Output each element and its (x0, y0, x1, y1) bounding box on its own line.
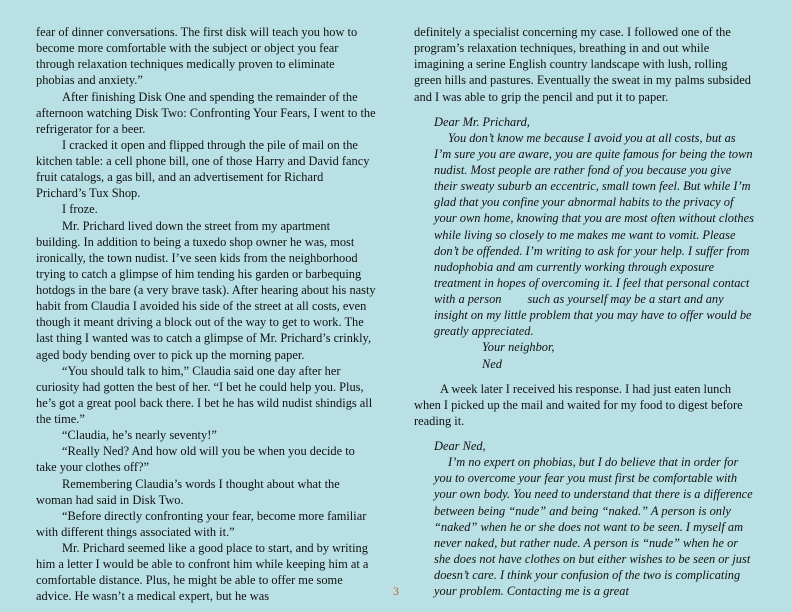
paragraph: A week later I received his response. I had just eaten lunch when I picked up the mail and waited for my food to digest before reading it. (414, 381, 743, 428)
letter-body (434, 130, 754, 340)
paragraph: Mr. Prichard lived down the street from my apartment building. In addition to being a tuxedo shop owner he was, most ironically, the town nudist. I’ve seen kids from the neighborhood trying to catch a glimpse of him tending his garden or barbequing hotdogs in the bare (a very brave task). After hearing about his nasty habit from Claudia I avoided his side of the street at all costs, even though it meant driving a block out of the way to get to work. The last thing I wanted was to catch a glimpse of Mr. Prichard’s crinkly, aged body bending over to pick up the morning paper. (36, 218, 376, 362)
letter-body-continued: such as yourself may be a start and any insight on my little problem that you may have to offer would be greatly appreciated. (434, 292, 752, 339)
two-column-layout (36, 24, 756, 604)
page-number: 3 (393, 586, 399, 598)
paragraph: definitely a specialist concerning my case. I followed one of the program’s relaxation techniques, breathing in and out while imagining a serine English country landscape with lush, rolling green hills and pastures. Eventually the sweat in my palms subsided and I was able to grip the pencil and put it to paper. (414, 25, 751, 104)
paragraph: I froze. (62, 202, 98, 217)
letter-body: I’m no expert on phobias, but I do believe that in order for you to overcome your fear you must first be comfortable with your own body. You need to understand that there is a difference between being “nude” and being “naked.” A person is only “naked” when he or she does not want to be seen. I myself am never naked, but rather nude. A person is “nude” when he or she does not have clothes on but either wishes to be seen or just doesn’t care. I think your confusion of the two is complicating your problem. Contacting me is a great (434, 455, 753, 599)
letter-signature: Ned (482, 356, 502, 371)
paragraph: Remembering Claudia’s words I thought about what the woman had said in Disk Two. (36, 476, 340, 507)
letter-from-prichard (414, 438, 754, 599)
letter-salutation: Dear Ned, (434, 439, 486, 453)
left-column (36, 24, 376, 604)
letter-salutation: Dear Mr. Prichard, (434, 114, 530, 129)
paragraph: I cracked it open and flipped through the pile of mail on the kitchen table: a cell phone bill, one of those Harry and David fancy fruit catalogs, a gas bill, and an advertisement for Richard Prichard’s Tux Shop. (36, 137, 370, 201)
letter-closing: Your neighbor, (482, 340, 555, 355)
paragraph: After finishing Disk One and spending the remainder of the afternoon watching Disk Two: Confronting Your Fears, I went to the refrigerator for a beer. (36, 89, 376, 136)
paragraph: Mr. Prichard seemed like a good place to start, and by writing him a letter I would be able to confront him while keeping him at a comfortable distance. Plus, he might be able to offer me some advice. He wasn’t a medical expert, but he was (36, 541, 369, 604)
paragraph: “You should talk to him,” Claudia said one day after her curiosity had gotten the best of her. “I bet he could help you. Plus, he’s got a great pool back there. I bet he has wild nudist shindigs all the time.” (36, 363, 373, 426)
right-column (414, 24, 754, 599)
paragraph: fear of dinner conversations. The first disk will teach you how to become more comfortable with the subject or object you fear through relaxation techniques medically proven to eliminate phobias and anxiety.” (36, 25, 358, 88)
paragraph: “Really Ned? And how old will you be when you decide to take your clothes off?” (36, 444, 355, 475)
letter-body-text: You don’t know me because I avoid you at all costs, but as I’m sure you are aware, you are quite famous for being the town nudist. Most people are rather fond of you because you give their sweaty suburb an eccentric, small town feel. But while I’m glad that you confine your abnormal habits to the privacy of your own home, knowing that you are most often without clothes while living so closely to me makes me want to vomit. Please don’t be offended. I’m writing to ask for your help. I suffer from nudophobia and am currently working through exposure treatment in hopes of overcoming it. I feel that personal contact with a person (434, 130, 754, 306)
paragraph: “Before directly confronting your fear, become more familiar with different things associated with it.” (36, 508, 367, 539)
letter-to-prichard (414, 114, 754, 372)
paragraph: “Claudia, he’s nearly seventy!” (62, 428, 217, 443)
